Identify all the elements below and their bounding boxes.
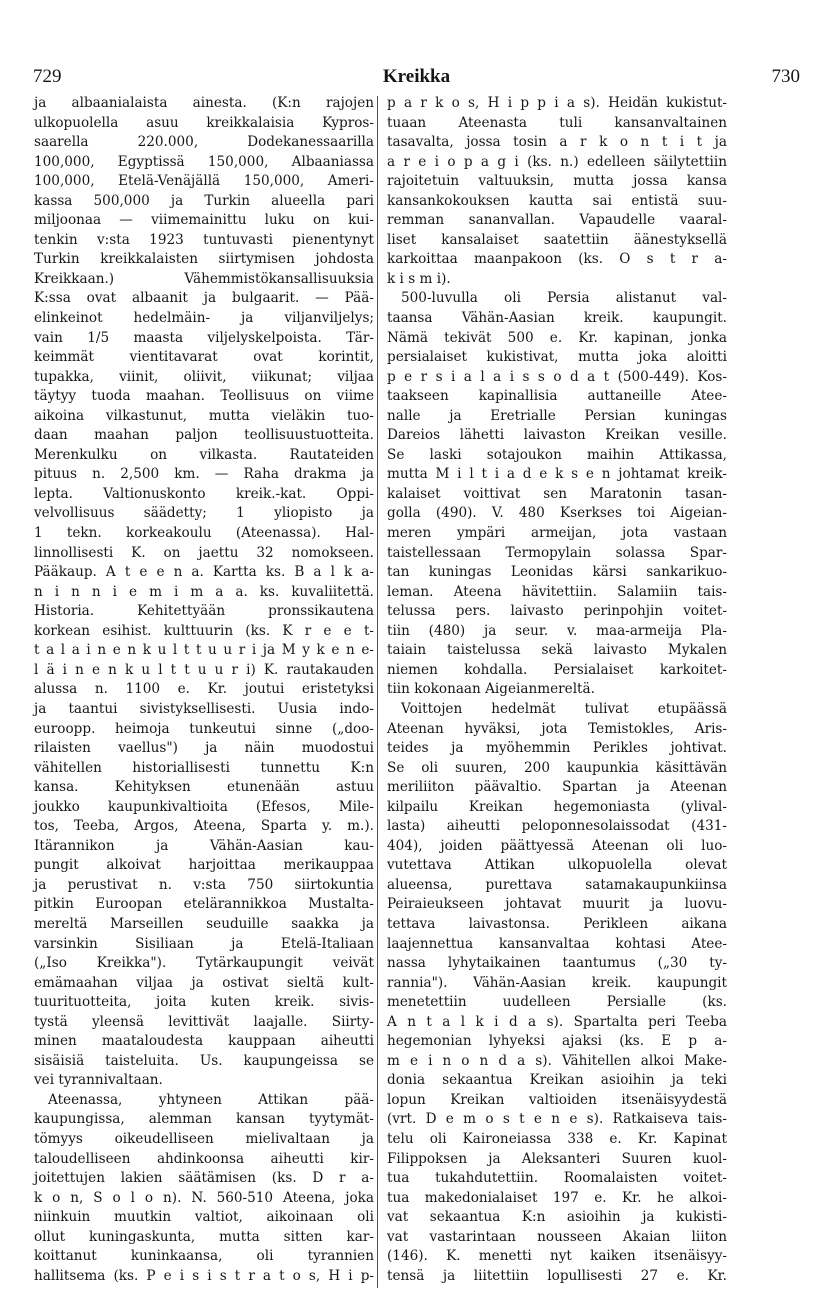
text-line: Filippoksen ja Aleksanteri Suuren kuol- — [387, 1150, 727, 1167]
text-line: 404), joiden päättyessä Ateenan oli luo- — [387, 837, 727, 854]
text-line: tuurituotteita, joita kuten kreik. sivis- — [34, 994, 374, 1011]
text-line: keimmät vientitavarat ovat korintit, — [34, 349, 374, 366]
text-line: 500-luvulla oli Persia alistanut val- — [401, 290, 727, 307]
text-line: teides ja myöhemmin Perikles johtivat. — [387, 740, 727, 757]
text-line: koittanut kuninkaansa, oli tyrannien — [34, 1248, 374, 1265]
text-line: niinkuin muutkin valtiot, aikoinaan oli — [34, 1209, 374, 1226]
text-line: kaupungissa, alemman kansan tyytymät- — [34, 1111, 374, 1128]
text-line: mutta M i l t i a d e k s e n johtamat kreik- — [387, 466, 727, 483]
text-line: K:ssa ovat albaanit ja bulgaarit. — Pää- — [34, 290, 374, 307]
right-column — [387, 94, 727, 1286]
text-line: rajoitetuin valtuuksin, mutta jossa kansa — [387, 173, 727, 190]
text-line: tiin (480) ja seur. v. maa-armeija Pla- — [387, 622, 727, 639]
page-number-left: 729 — [33, 66, 62, 87]
text-line: taistellessaan Termopylain solassa Spar- — [387, 544, 727, 561]
text-line: Ateenan hyväksi, jota Temistokles, Aris- — [387, 720, 727, 737]
text-line: taakseen kapinallisia auttaneille Atee- — [387, 388, 727, 405]
text-line: ulkopuolella asuu kreikkalaisia Kypros- — [34, 114, 374, 131]
text-line: nassa lyhytaikainen taantumus („30 ty- — [387, 955, 727, 972]
text-line: aikoina vilkastunut, mutta vieläkin tuo- — [34, 407, 374, 424]
text-line: Voittojen hedelmät tulivat etupäässä — [401, 700, 727, 717]
text-line: euroopp. heimoja tunkeutui sinne („doo- — [34, 720, 374, 737]
text-line: donia sekaantua Kreikan asioihin ja teki — [387, 1072, 727, 1089]
text-line: 100,000, Egyptissä 150,000, Albaaniassa — [34, 153, 374, 170]
text-line: tasavalta, jossa tosin a r k o n t i t ja — [387, 134, 727, 151]
text-line: Kreikkaan.) Vähemmistökansallisuuksia — [34, 270, 374, 287]
text-line: Turkin kreikkalaisten siirtymisen johdosta — [34, 251, 374, 268]
text-line: karkoittaa maanpakoon (ks. O s t r a- — [387, 251, 727, 268]
text-line: vei tyrannivaltaan. — [34, 1072, 163, 1089]
text-line: Se laski sotajoukon maihin Attikassa, — [387, 446, 727, 463]
page-number-right: 730 — [771, 66, 800, 87]
text-line: ja taantui sivistyksellisesti. Uusia indo- — [34, 700, 374, 717]
text-line: t a l a i n e n k u l t t u u r i ja M y k e n e- — [34, 642, 374, 659]
text-line: 1 tekn. korkeakoulu (Ateenassa). Hal- — [34, 525, 374, 542]
text-line: telu oli Kaironeiassa 338 e. Kr. Kapinat — [387, 1130, 727, 1147]
text-line: meriliiton päävaltio. Spartan ja Ateenan — [387, 779, 727, 796]
text-line: kansa. Kehityksen etunenään astuu — [34, 779, 374, 796]
text-line: sisäisiä taisteluita. Us. kaupungeissa se — [34, 1052, 374, 1069]
text-line: vähitellen historiallisesti tunnettu K:n — [34, 759, 374, 776]
text-line: tua tukahdutettiin. Roomalaisten voitet- — [387, 1170, 727, 1187]
text-line: minen maataloudesta kauppaan aiheutti — [34, 1033, 374, 1050]
text-line: taloudelliseen ahdinkoonsa aiheutti kir- — [34, 1150, 374, 1167]
text-line: pungit alkoivat harjoittaa merikauppaa — [34, 857, 374, 874]
text-line: tystä yleensä levittivät laajalle. Siirty- — [34, 1013, 374, 1030]
text-line: täytyy tuoda maahan. Teollisuus on viime — [34, 388, 374, 405]
text-line: tua makedonialaiset 197 e. Kr. he alkoi- — [387, 1189, 727, 1206]
text-line: (146). K. menetti nyt kaiken itsenäisyy- — [387, 1248, 727, 1265]
text-line: vain 1/5 maasta viljelyskelpoista. Tär- — [34, 329, 374, 346]
text-line: tupakka, viinit, oliivit, viikunat; viljaa — [34, 368, 374, 385]
text-line: pitkin Euroopan etelärannikkoa Mustalta- — [34, 896, 374, 913]
text-line: tenkin v:sta 1923 tuntuvasti pienentynyt — [34, 231, 374, 248]
text-line: m e i n o n d a s). Vähitellen alkoi Make- — [387, 1052, 727, 1069]
text-line: kansankokouksen kautta sai entistä suu- — [387, 192, 727, 209]
text-line: tos, Teeba, Argos, Ateena, Sparta y. m.). — [34, 818, 374, 835]
text-line: p a r k o s, H i p p i a s). Heidän kukistut- — [387, 95, 727, 111]
text-line: tömyys oikeudelliseen mielivaltaan ja — [34, 1130, 374, 1147]
text-line: Nämä tekivät 500 e. Kr. kapinan, jonka — [387, 329, 727, 346]
text-line: (vrt. D e m o s t e n e s). Ratkaiseva tais- — [387, 1111, 727, 1128]
text-line: vat sekaantua K:n asioihin ja kukisti- — [387, 1209, 727, 1226]
text-line: remman sananvallan. Vapaudelle vaaral- — [387, 212, 727, 229]
text-line: velvollisuus säädetty; 1 yliopisto ja — [34, 505, 374, 522]
text-line: l ä i n e n k u l t t u u r i) K. rautakauden — [34, 661, 374, 678]
text-line: lasta) aiheutti peloponnesolaissodat (431- — [387, 818, 727, 835]
text-line: rannia"). Vähän-Aasian kreik. kaupungit — [387, 974, 727, 991]
text-line: Itärannikon ja Vähän-Aasian kau- — [34, 837, 374, 854]
text-line: lopun Kreikan valtioiden itsenäisyydestä — [387, 1091, 727, 1108]
text-line: menetettiin uudelleen Persialle (ks. — [387, 994, 727, 1011]
text-line: elinkeinot hedelmäin- ja viljanviljelys; — [34, 310, 374, 327]
text-line: laajennettua kansanvaltaa kohtasi Atee- — [387, 935, 727, 952]
text-line: meren ympäri armeijan, jota vastaan — [387, 525, 727, 542]
text-line: daan maahan paljon teollisuustuotteita. — [34, 427, 374, 444]
text-line: telussa pers. laivasto perinpohjin voitet- — [387, 603, 727, 620]
text-line: varsinkin Sisiliaan ja Etelä-Italiaan — [34, 935, 374, 952]
text-line: lepta. Valtionuskonto kreik.-kat. Oppi- — [34, 485, 374, 502]
text-line: ollut kuningaskunta, mutta sitten kar- — [34, 1228, 374, 1245]
text-line: („Iso Kreikka"). Tytärkaupungit veivät — [34, 955, 374, 972]
text-line: kilpailu Kreikan hegemoniasta (ylival- — [387, 798, 727, 815]
text-line: joitettujen lakien säätämisen (ks. D r a- — [34, 1170, 374, 1187]
text-line: p e r s i a l a i s s o d a t (500-449). Kos- — [387, 368, 727, 385]
text-line: persialaiset kukistivat, mutta joka aloitti — [387, 349, 727, 366]
text-line: hegemonian lyhyeksi ajaksi (ks. E p a- — [387, 1033, 727, 1050]
text-line: niemen kohdalla. Persialaiset karkoitet- — [387, 661, 727, 678]
text-line: miljoonaa — viimemainittu luku on kui- — [34, 212, 374, 229]
text-line: Se oli suuren, 200 kaupunkia käsittävän — [387, 759, 727, 776]
text-line: tiin kokonaan Aigeianmereltä. — [387, 681, 595, 698]
text-line: pituus n. 2,500 km. — Raha drakma ja — [34, 466, 374, 483]
text-line: Pääkaup. A t e e n a. Kartta ks. B a l k a- — [34, 564, 374, 581]
text-line: nalle ja Eretrialle Persian kuningas — [387, 407, 727, 424]
text-line: taansa Vähän-Aasian kreik. kaupungit. — [387, 310, 727, 327]
text-line: ja perustivat n. v:sta 750 siirtokuntia — [34, 876, 374, 893]
text-line: linnollisesti K. on jaettu 32 nomokseen. — [34, 544, 374, 561]
text-line: tan kuningas Leonidas kärsi sankarikuo- — [387, 564, 727, 581]
text-line: vutettava Attikan ulkopuolella olevat — [387, 857, 727, 874]
text-line: alussa n. 1100 e. Kr. joutui eristetyksi — [34, 681, 374, 698]
text-line: golla (490). V. 480 Kserkses toi Aigeian- — [387, 505, 727, 522]
text-line: hallitsema (ks. P e i s i s t r a t o s, H i p- — [34, 1267, 374, 1284]
text-line: tensä ja liitettiin lopullisesti 27 e. Kr. — [387, 1267, 727, 1284]
text-line: liset kansalaiset saatettiin äänestyksellä — [387, 231, 727, 248]
text-line: k i s m i). — [387, 270, 451, 287]
text-line: rilaisten vaellus") ja näin muodostui — [34, 740, 374, 757]
page-header — [33, 66, 800, 92]
text-line: tettava laivastonsa. Perikleen aikana — [387, 915, 727, 932]
column-divider — [377, 96, 378, 1288]
text-line: mereltä Marseillen seuduille saakka ja — [34, 915, 374, 932]
text-line: joukko kaupunkivaltioita (Efesos, Mile- — [34, 798, 374, 815]
running-title: Kreikka — [382, 66, 451, 87]
text-line: kalaiset voittivat sen Maratonin tasan- — [387, 485, 727, 502]
text-line: alueensa, purettava satamakaupunkiinsa — [387, 876, 727, 893]
left-column — [34, 94, 374, 1286]
text-line: ja albaanialaista ainesta. (K:n rajojen — [34, 95, 374, 111]
text-line: k o n, S o l o n). N. 560-510 Ateena, joka — [34, 1189, 374, 1206]
text-line: kassa 500,000 ja Turkin alueella pari — [34, 192, 374, 209]
text-line: Historia. Kehitettyään pronssikautena — [34, 603, 374, 620]
text-line: tuaan Ateenasta tuli kansanvaltainen — [387, 114, 727, 131]
text-line: emämaahan viljaa ja ostivat sieltä kult- — [34, 974, 374, 991]
text-line: 100,000, Etelä-Venäjällä 150,000, Ameri- — [34, 173, 374, 190]
text-line: Ateenassa, yhtyneen Attikan pää- — [48, 1091, 374, 1108]
text-line: a r e i o p a g i (ks. n.) edelleen säilytettiin — [387, 153, 727, 170]
text-line: Peiraieukseen johtavat muurit ja luovu- — [387, 896, 727, 913]
text-line: leman. Ateena hävitettiin. Salamiin tais- — [387, 583, 727, 600]
text-line: Merenkulku on vilkasta. Rautateiden — [34, 446, 374, 463]
text-line: A n t a l k i d a s). Spartalta peri Teeba — [387, 1013, 727, 1030]
text-line: korkean esihist. kulttuurin (ks. K r e e t- — [34, 622, 374, 639]
text-line: taiain taistelussa sekä laivasto Mykalen — [387, 642, 727, 659]
text-line: vat vastarintaan nousseen Akaian liiton — [387, 1228, 727, 1245]
text-line: saarella 220.000, Dodekanessaarilla — [34, 134, 374, 151]
text-line: Dareios lähetti laivaston Kreikan vesille. — [387, 427, 727, 444]
text-line: n i n n i e m i m a a. ks. kuvaliitettä. — [34, 583, 374, 600]
